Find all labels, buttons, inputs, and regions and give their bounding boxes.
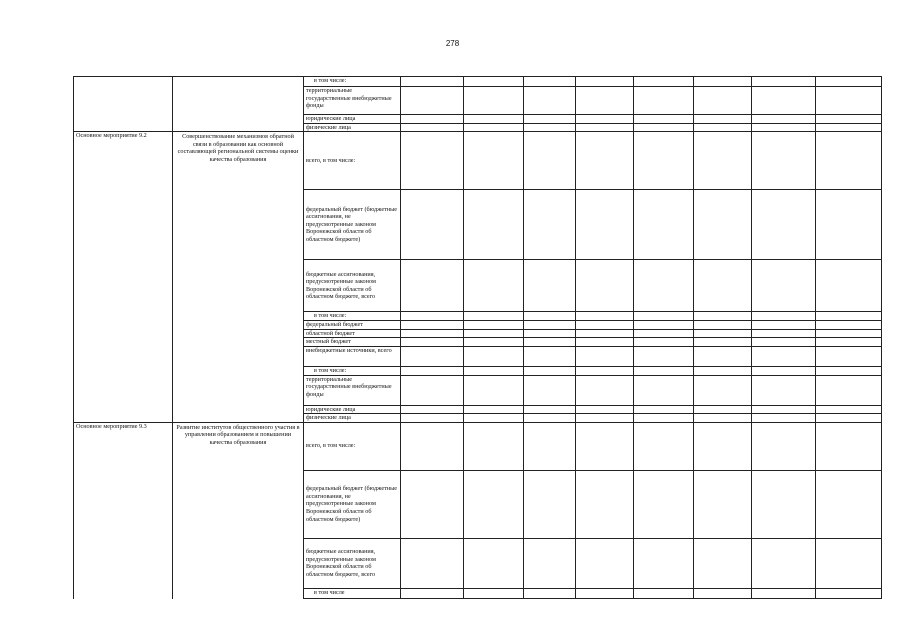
measure-name-cell bbox=[74, 405, 173, 414]
value-cell bbox=[752, 321, 816, 330]
value-cell bbox=[401, 321, 464, 330]
table-row bbox=[74, 414, 882, 423]
measure-name-cell bbox=[74, 87, 173, 115]
value-cell bbox=[752, 470, 816, 538]
value-cell bbox=[694, 115, 752, 124]
value-cell bbox=[816, 366, 882, 375]
value-cell bbox=[634, 123, 694, 132]
value-cell bbox=[634, 538, 694, 588]
value-cell bbox=[816, 414, 882, 423]
value-cell bbox=[464, 132, 524, 190]
value-cell bbox=[634, 329, 694, 338]
value-cell bbox=[694, 260, 752, 312]
measure-description-cell bbox=[173, 190, 304, 260]
measure-description-cell bbox=[173, 588, 304, 598]
value-cell bbox=[576, 329, 634, 338]
value-cell bbox=[524, 422, 576, 470]
funding-source-cell: физические лица bbox=[304, 123, 401, 132]
measure-name-cell bbox=[74, 470, 173, 538]
value-cell bbox=[464, 470, 524, 538]
table-row bbox=[74, 321, 882, 330]
value-cell bbox=[816, 190, 882, 260]
value-cell bbox=[634, 312, 694, 321]
value-cell bbox=[524, 375, 576, 405]
table-row bbox=[74, 115, 882, 124]
value-cell bbox=[524, 405, 576, 414]
measure-name-cell bbox=[74, 123, 173, 132]
value-cell bbox=[634, 405, 694, 414]
value-cell bbox=[816, 329, 882, 338]
value-cell bbox=[576, 87, 634, 115]
value-cell bbox=[464, 329, 524, 338]
value-cell bbox=[694, 132, 752, 190]
measure-name-cell bbox=[74, 321, 173, 330]
table-row bbox=[74, 366, 882, 375]
value-cell bbox=[634, 422, 694, 470]
table-row bbox=[74, 260, 882, 312]
value-cell bbox=[816, 123, 882, 132]
value-cell bbox=[401, 115, 464, 124]
value-cell bbox=[816, 132, 882, 190]
measure-description-cell bbox=[173, 260, 304, 312]
value-cell bbox=[816, 375, 882, 405]
value-cell bbox=[752, 405, 816, 414]
value-cell bbox=[401, 329, 464, 338]
measure-name-cell bbox=[74, 346, 173, 366]
measure-name-cell bbox=[74, 366, 173, 375]
value-cell bbox=[634, 87, 694, 115]
financing-table bbox=[73, 76, 882, 599]
value-cell bbox=[401, 260, 464, 312]
value-cell bbox=[694, 538, 752, 588]
value-cell bbox=[464, 405, 524, 414]
value-cell bbox=[524, 470, 576, 538]
value-cell bbox=[694, 375, 752, 405]
measure-name-cell bbox=[74, 538, 173, 588]
value-cell bbox=[694, 422, 752, 470]
value-cell bbox=[401, 538, 464, 588]
value-cell bbox=[694, 405, 752, 414]
table-row bbox=[74, 329, 882, 338]
value-cell bbox=[694, 338, 752, 347]
measure-description-cell bbox=[173, 375, 304, 405]
funding-source-cell: в том числе bbox=[304, 588, 401, 598]
value-cell bbox=[816, 77, 882, 87]
value-cell bbox=[401, 346, 464, 366]
value-cell bbox=[524, 329, 576, 338]
value-cell bbox=[524, 338, 576, 347]
value-cell bbox=[401, 338, 464, 347]
value-cell bbox=[524, 321, 576, 330]
measure-name-cell: Основное мероприятие 9.3 bbox=[74, 422, 173, 470]
value-cell bbox=[816, 312, 882, 321]
value-cell bbox=[816, 321, 882, 330]
value-cell bbox=[816, 87, 882, 115]
value-cell bbox=[752, 87, 816, 115]
table-row bbox=[74, 375, 882, 405]
measure-description-cell bbox=[173, 329, 304, 338]
value-cell bbox=[464, 366, 524, 375]
table-row bbox=[74, 422, 882, 470]
value-cell bbox=[694, 588, 752, 598]
value-cell bbox=[401, 312, 464, 321]
value-cell bbox=[464, 422, 524, 470]
value-cell bbox=[694, 77, 752, 87]
value-cell bbox=[752, 422, 816, 470]
value-cell bbox=[576, 470, 634, 538]
measure-description-cell bbox=[173, 312, 304, 321]
funding-source-cell: в том числе: bbox=[304, 312, 401, 321]
value-cell bbox=[464, 87, 524, 115]
funding-source-cell: областной бюджет bbox=[304, 329, 401, 338]
value-cell bbox=[401, 405, 464, 414]
table-row bbox=[74, 538, 882, 588]
value-cell bbox=[694, 366, 752, 375]
value-cell bbox=[576, 538, 634, 588]
value-cell bbox=[464, 375, 524, 405]
funding-source-cell: федеральный бюджет bbox=[304, 321, 401, 330]
value-cell bbox=[694, 312, 752, 321]
funding-source-cell: бюджетные ассигнования, предусмотренные законом Воронежской области об областном бюджете, всего bbox=[304, 260, 401, 312]
funding-source-cell: территориальные государственные внебюджетные фонды bbox=[304, 375, 401, 405]
funding-source-cell: в том числе: bbox=[304, 366, 401, 375]
value-cell bbox=[816, 588, 882, 598]
value-cell bbox=[401, 414, 464, 423]
table-row bbox=[74, 132, 882, 190]
funding-source-cell: федеральный бюджет (бюджетные ассигнования, не предусмотренные законом Воронежской области об областном бюджете) bbox=[304, 190, 401, 260]
measure-description-cell bbox=[173, 123, 304, 132]
measure-description-cell bbox=[173, 346, 304, 366]
measure-description-cell bbox=[173, 470, 304, 538]
value-cell bbox=[401, 422, 464, 470]
value-cell bbox=[752, 414, 816, 423]
measure-name-cell bbox=[74, 312, 173, 321]
table-row bbox=[74, 338, 882, 347]
value-cell bbox=[752, 115, 816, 124]
measure-name-cell bbox=[74, 329, 173, 338]
measure-name-cell bbox=[74, 190, 173, 260]
value-cell bbox=[576, 346, 634, 366]
value-cell bbox=[401, 132, 464, 190]
table-row bbox=[74, 470, 882, 538]
value-cell bbox=[401, 366, 464, 375]
value-cell bbox=[524, 260, 576, 312]
value-cell bbox=[634, 338, 694, 347]
value-cell bbox=[752, 312, 816, 321]
value-cell bbox=[576, 375, 634, 405]
value-cell bbox=[752, 375, 816, 405]
value-cell bbox=[524, 346, 576, 366]
value-cell bbox=[401, 190, 464, 260]
table-row bbox=[74, 190, 882, 260]
value-cell bbox=[524, 87, 576, 115]
value-cell bbox=[524, 115, 576, 124]
value-cell bbox=[634, 588, 694, 598]
value-cell bbox=[816, 260, 882, 312]
funding-source-cell: физические лица bbox=[304, 414, 401, 423]
measure-description-cell bbox=[173, 77, 304, 87]
value-cell bbox=[634, 132, 694, 190]
value-cell bbox=[816, 470, 882, 538]
measure-description-cell bbox=[173, 87, 304, 115]
value-cell bbox=[576, 366, 634, 375]
value-cell bbox=[576, 260, 634, 312]
value-cell bbox=[694, 87, 752, 115]
measure-description-cell bbox=[173, 366, 304, 375]
funding-source-cell: территориальные государственные внебюджетные фонды bbox=[304, 87, 401, 115]
value-cell bbox=[576, 422, 634, 470]
measure-name-cell bbox=[74, 260, 173, 312]
value-cell bbox=[752, 366, 816, 375]
value-cell bbox=[401, 375, 464, 405]
value-cell bbox=[464, 346, 524, 366]
value-cell bbox=[634, 366, 694, 375]
value-cell bbox=[816, 346, 882, 366]
value-cell bbox=[524, 132, 576, 190]
value-cell bbox=[694, 321, 752, 330]
value-cell bbox=[576, 321, 634, 330]
funding-source-cell: в том числе: bbox=[304, 77, 401, 87]
measure-name-cell bbox=[74, 414, 173, 423]
value-cell bbox=[464, 538, 524, 588]
measure-description-cell: Совершенствование механизмов обратной связи в образовании как основной составляющей региональной системы оценки качества образования bbox=[173, 132, 304, 190]
value-cell bbox=[694, 190, 752, 260]
value-cell bbox=[694, 414, 752, 423]
value-cell bbox=[634, 346, 694, 366]
funding-source-cell: федеральный бюджет (бюджетные ассигнования, не предусмотренные законом Воронежской области об областном бюджете) bbox=[304, 470, 401, 538]
value-cell bbox=[576, 405, 634, 414]
value-cell bbox=[576, 132, 634, 190]
value-cell bbox=[576, 338, 634, 347]
funding-source-cell: всего, в том числе: bbox=[304, 132, 401, 190]
value-cell bbox=[464, 260, 524, 312]
measure-name-cell bbox=[74, 115, 173, 124]
funding-source-cell: юридические лица bbox=[304, 405, 401, 414]
value-cell bbox=[694, 123, 752, 132]
value-cell bbox=[694, 346, 752, 366]
measure-description-cell bbox=[173, 405, 304, 414]
value-cell bbox=[634, 260, 694, 312]
funding-source-cell: местный бюджет bbox=[304, 338, 401, 347]
table-row bbox=[74, 123, 882, 132]
measure-description-cell bbox=[173, 414, 304, 423]
value-cell bbox=[464, 190, 524, 260]
value-cell bbox=[576, 588, 634, 598]
measure-name-cell bbox=[74, 588, 173, 598]
value-cell bbox=[524, 312, 576, 321]
value-cell bbox=[464, 414, 524, 423]
value-cell bbox=[816, 115, 882, 124]
value-cell bbox=[576, 77, 634, 87]
measure-description-cell bbox=[173, 338, 304, 347]
measure-description-cell: Развитие институтов общественного участия в управлении образованием и повышении качества образования bbox=[173, 422, 304, 470]
value-cell bbox=[634, 470, 694, 538]
measure-description-cell bbox=[173, 538, 304, 588]
value-cell bbox=[752, 329, 816, 338]
measure-name-cell: Основное мероприятие 9.2 bbox=[74, 132, 173, 190]
value-cell bbox=[524, 366, 576, 375]
value-cell bbox=[576, 414, 634, 423]
value-cell bbox=[524, 538, 576, 588]
value-cell bbox=[401, 123, 464, 132]
value-cell bbox=[401, 87, 464, 115]
value-cell bbox=[752, 538, 816, 588]
value-cell bbox=[464, 321, 524, 330]
funding-source-cell: юридические лица bbox=[304, 115, 401, 124]
value-cell bbox=[752, 588, 816, 598]
table-row bbox=[74, 77, 882, 87]
value-cell bbox=[752, 132, 816, 190]
value-cell bbox=[524, 414, 576, 423]
value-cell bbox=[634, 115, 694, 124]
value-cell bbox=[752, 338, 816, 347]
value-cell bbox=[401, 470, 464, 538]
page-number: 278 bbox=[445, 39, 460, 48]
value-cell bbox=[464, 123, 524, 132]
value-cell bbox=[576, 123, 634, 132]
value-cell bbox=[752, 77, 816, 87]
value-cell bbox=[464, 312, 524, 321]
measure-description-cell bbox=[173, 321, 304, 330]
value-cell bbox=[401, 77, 464, 87]
funding-source-cell: внебюджетные источники, всего bbox=[304, 346, 401, 366]
value-cell bbox=[634, 321, 694, 330]
measure-name-cell bbox=[74, 77, 173, 87]
value-cell bbox=[752, 123, 816, 132]
value-cell bbox=[816, 422, 882, 470]
value-cell bbox=[576, 115, 634, 124]
value-cell bbox=[464, 77, 524, 87]
value-cell bbox=[524, 588, 576, 598]
table-row bbox=[74, 312, 882, 321]
table-row bbox=[74, 87, 882, 115]
value-cell bbox=[634, 190, 694, 260]
value-cell bbox=[694, 470, 752, 538]
funding-source-cell: бюджетные ассигнования, предусмотренные законом Воронежской области об областном бюджете, всего bbox=[304, 538, 401, 588]
measure-description-cell bbox=[173, 115, 304, 124]
value-cell bbox=[752, 346, 816, 366]
funding-source-cell: всего, в том числе: bbox=[304, 422, 401, 470]
value-cell bbox=[524, 190, 576, 260]
value-cell bbox=[634, 414, 694, 423]
value-cell bbox=[524, 123, 576, 132]
value-cell bbox=[576, 312, 634, 321]
value-cell bbox=[464, 115, 524, 124]
value-cell bbox=[634, 77, 694, 87]
value-cell bbox=[752, 260, 816, 312]
value-cell bbox=[752, 190, 816, 260]
measure-name-cell bbox=[74, 375, 173, 405]
value-cell bbox=[401, 588, 464, 598]
table-row bbox=[74, 405, 882, 414]
value-cell bbox=[816, 338, 882, 347]
value-cell bbox=[464, 588, 524, 598]
value-cell bbox=[816, 405, 882, 414]
value-cell bbox=[694, 329, 752, 338]
value-cell bbox=[524, 77, 576, 87]
measure-name-cell bbox=[74, 338, 173, 347]
table-row bbox=[74, 346, 882, 366]
table-row bbox=[74, 588, 882, 598]
value-cell bbox=[464, 338, 524, 347]
value-cell bbox=[576, 190, 634, 260]
value-cell bbox=[816, 538, 882, 588]
value-cell bbox=[634, 375, 694, 405]
